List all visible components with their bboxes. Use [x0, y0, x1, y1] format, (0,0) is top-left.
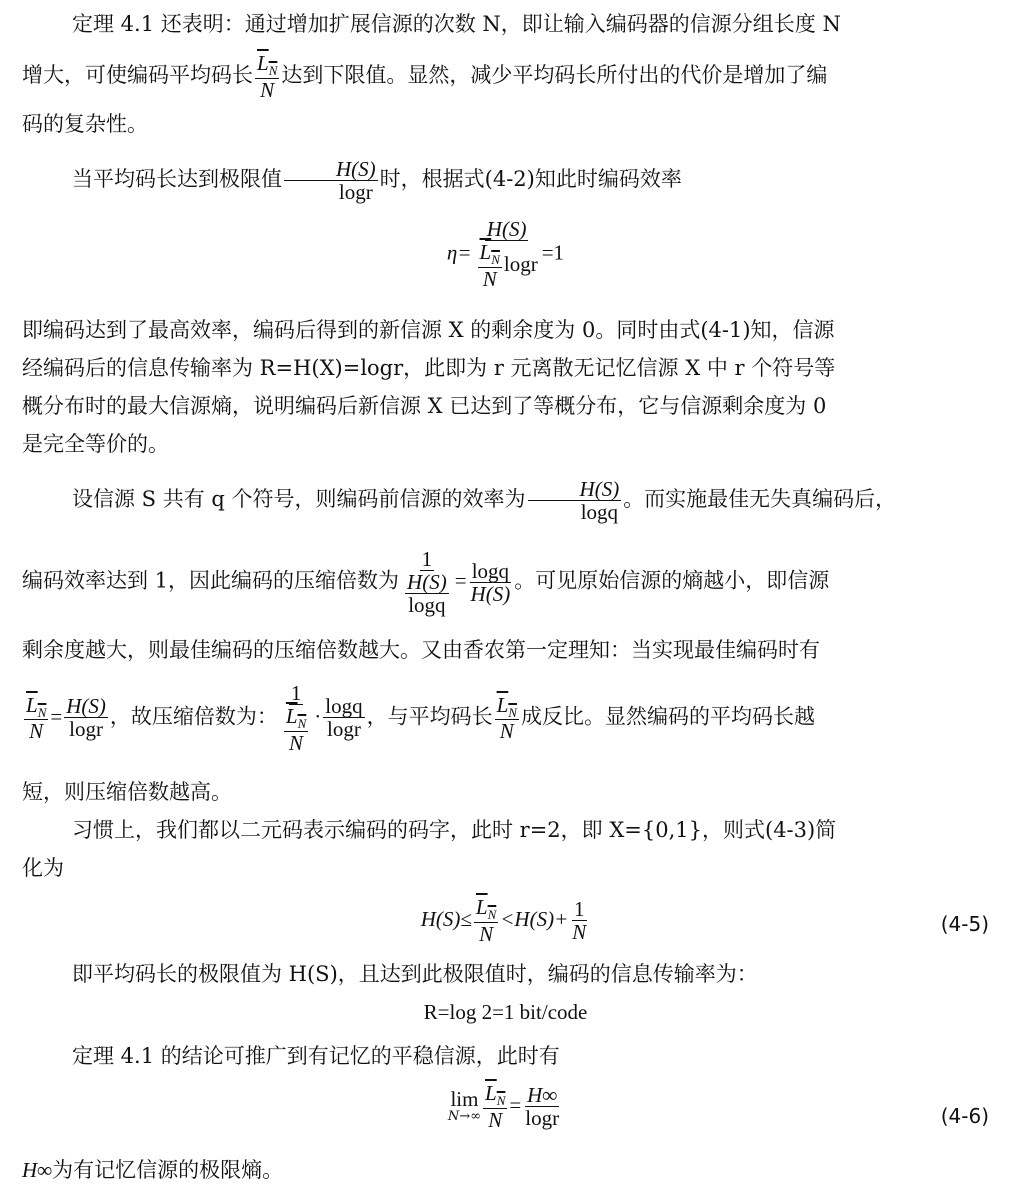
equation-4-6: lim N→∞ $\frac{L_N}{N}$ = $\frac{H\infty}{\log r}$: [447, 1081, 560, 1132]
equation-efficiency: η= H(S) $\frac{L_N}{N}$ logr =1: [446, 217, 565, 291]
p5-line2: 化为: [22, 856, 64, 880]
equation-4-5: H(S)≤ $\frac{L_N}{N}$ <H(S)+ $\frac{1}{N}$: [420, 895, 587, 946]
equation-number-4-5: (4-5): [940, 912, 989, 936]
p1-line3: 码的复杂性。: [22, 112, 148, 136]
p4-line5: 短，则压缩倍数越高。: [22, 780, 232, 804]
fraction-HS-logr: $\frac{H(S)}{\log r}$: [284, 158, 378, 203]
p7-line2: H∞为有记忆信源的极限熵。: [22, 1158, 284, 1182]
equation-rate: R=log 2=1 bit/code: [423, 1000, 588, 1024]
fraction-compression: $\frac{1}{\frac{H(S)}{\log q}}$: [407, 547, 447, 618]
p3-line2: 经编码后的信息传输率为 R=H(X)=logr，此即为 r 元离散无记忆信源 X 中 r 个符号等: [22, 356, 836, 380]
p4-line1: 设信源 S 共有 q 个符号，则编码前信源的效率为 $\frac{H(S)}{\log q}$ 。而实施最佳无失真编码后，: [72, 477, 897, 525]
p3-line4: 是完全等价的。: [22, 432, 169, 456]
p2-line1: 当平均码长达到极限值 $\frac{H(S)}{\log r}$ 时，根据式(4-2)知此时编码效率: [72, 157, 682, 205]
p4-line3: 剩余度越大，则最佳编码的压缩倍数越大。又由香农第一定理知：当实现最佳编码时有: [22, 638, 820, 662]
equation-number-4-6: (4-6): [940, 1104, 989, 1128]
p6-line1: 即平均码长的极限值为 H(S)，且达到此极限值时，编码的信息传输率为：: [72, 962, 758, 986]
p4-line2: 编码效率达到 1，因此编码的压缩倍数为 $\frac{1}{\frac{H(S)}{\log q}}$ = $\frac{\log q}{H(S)}$ 。可见原始信源的熵越小，即信源: [22, 547, 830, 618]
p7-line1: 定理 4.1 的结论可推广到有记忆的平稳信源，此时有: [72, 1044, 560, 1068]
p5-line1: 习惯上，我们都以二元码表示编码的码字，此时 r=2，即 X={0,1}，则式(4-3)简: [72, 818, 837, 842]
fraction-HS-logq: $\frac{H(S)}{\log q}$: [528, 478, 622, 523]
p4-line4: $\frac{L_N}{N}$ = $\frac{H(S)}{\log r}$ ，故压缩倍数为： $\frac{1}{\frac{L_N}{N}}$ · $\frac{\log q}{\log r}$ ，与平均码长 $\frac{L_N}{N}$ 成反比。显然编码的平均码长越: [26, 681, 815, 755]
p1-line1: 定理 4.1 还表明：通过增加扩展信源的次数 N，即让输入编码器的信源分组长度 N: [72, 12, 841, 36]
p1-line2: 增大，可使编码平均码长 $\frac{L_N}{N}$ 达到下限值。显然，减少平均码长所付出的代价是增加了编: [22, 51, 828, 102]
fraction-avg-length: $\frac{L_N}{N}$: [257, 51, 278, 102]
p3-line1: 即编码达到了最高效率，编码后得到的新信源 X 的剩余度为 0。同时由式(4-1)知，信源: [22, 318, 835, 342]
p3-line3: 概分布时的最大信源熵，说明编码后新信源 X 已达到了等概分布，它与信源剩余度为 0: [22, 394, 827, 418]
